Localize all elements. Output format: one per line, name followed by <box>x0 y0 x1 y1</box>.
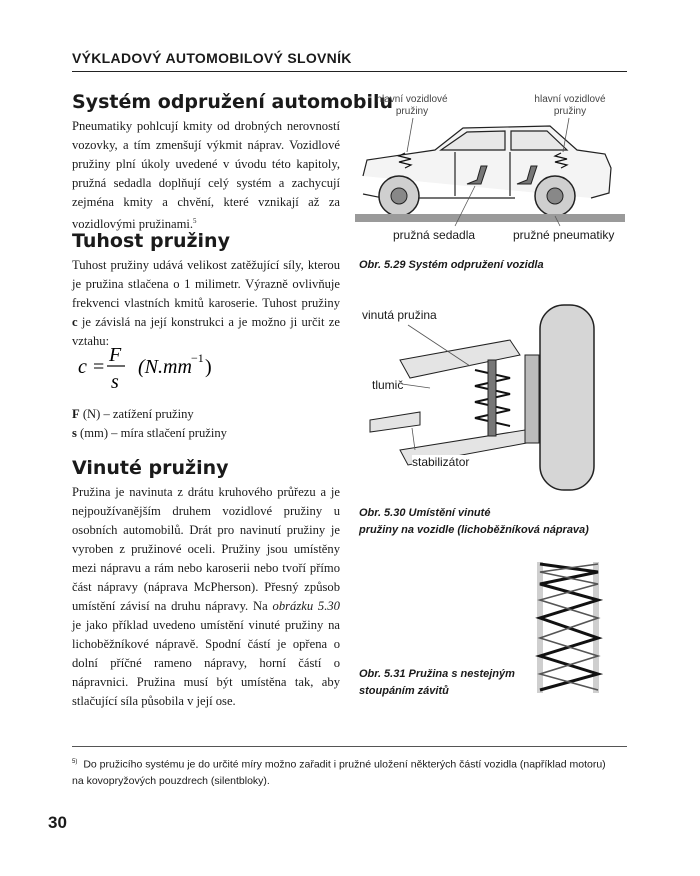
label-main-springs-right: hlavní vozidlové pružiny <box>534 94 606 117</box>
rear-hub <box>547 188 563 204</box>
paragraph-coil-springs: Pružina je navinuta z drátu kruhového průřezu a je nejpoužívanějším druhem vozidlové pružiny u osobních automobilů. Drát pro navinutí pružiny je vyroben z pružinové oceli. Pružiny jsou umístěny mezi nápravu a rám nebo karoserii nebo tvoří přímo část nápravy (náprava McPherson). Přesný způsob umístění závisí na druhu nápravy. Na obrázku 5.30 je jako příklad uvedeno umístění vinuté pružiny na lichoběžníkové nápravě. Spodní částí je opřena o dolní příčné rameno nápravy, horní částí o nápravnici. Pružina musí být umístěna tak, aby stlačující síla působila v její ose. <box>72 485 340 708</box>
damper-body <box>488 360 496 436</box>
page-number: 30 <box>48 813 67 832</box>
formula-denominator: s <box>111 371 119 393</box>
paragraph-suspension-system: Pneumatiky pohlcují kmity od drobných nerovností vozovky, a tím zmenšují výkmit náprav. Vozidlové pružiny plní úkoly uvedené v úvodu této kapitoly, pružná sedadla doplňují celý systém a zachycují zejména kmity a chvění, které vznikají až za vozidlovými pružinami.$^5$ <box>72 119 340 232</box>
footnote-ref: 5 <box>193 217 197 225</box>
footnote: $^{5)}$ Do pružicího systému je do určité míry možno zařadit i pružné uložení některých částí vozidla (například motoru) na kovopryžových pouzdrech (silentbloky). <box>72 758 606 787</box>
caption-figure-5-31: Obr. 5.31 Pružina s nestejným stoupáním závitů <box>359 668 515 697</box>
figure-5-31 <box>535 560 603 695</box>
road-surface <box>355 214 625 222</box>
wheel-tire <box>540 305 594 490</box>
running-header: VÝKLADOVÝ AUTOMOBILOVÝ SLOVNÍK <box>72 50 352 66</box>
caption-figure-5-30: Obr. 5.30 Umístění vinuté pružiny na vozidle (lichoběžníková náprava) <box>359 507 589 536</box>
figure-5-30 <box>360 300 620 495</box>
formula-unit: (N.mm <box>138 356 192 378</box>
heading-coil-springs: Vinuté pružiny <box>72 457 229 479</box>
header-rule <box>72 71 627 72</box>
steering-knuckle <box>525 355 539 443</box>
paragraph-spring-stiffness: Tuhost pružiny udává velikost zatěžující síly, kterou je pružina stlačena o 1 milimetr. Výrazně ovlivňuje frekvenci vlastních kmitů karoserie. Tuhost pružiny c je závislá na její konstrukci a je možno ji určit ze vztahu: <box>72 258 340 348</box>
label-coil-spring: vinutá pružina <box>362 308 437 322</box>
leader-stabilizer <box>412 428 415 450</box>
label-stabilizer: stabilizátor <box>412 455 470 469</box>
formula-unit-exponent: −1 <box>191 351 204 365</box>
footnote-rule <box>72 746 627 747</box>
formula-unit-close: ) <box>205 356 212 378</box>
formula-lhs: c <box>78 356 87 378</box>
definition-force: F (N) – zatížení pružiny <box>72 407 194 421</box>
heading-spring-stiffness: Tuhost pružiny <box>72 230 230 252</box>
car-illustration <box>355 88 625 248</box>
leader-front-spring <box>407 118 413 152</box>
figure-5-29 <box>355 88 625 248</box>
caption-figure-5-29: Obr. 5.29 Systém odpružení vozidla <box>359 259 544 271</box>
axle-illustration <box>360 300 620 495</box>
stiffness-formula <box>78 340 328 396</box>
label-elastic-seats: pružná sedadla <box>393 228 476 242</box>
heading-suspension-system: Systém odpružení automobilu <box>72 91 393 113</box>
footnote-marker: 5) <box>72 759 78 765</box>
formula-numerator: F <box>109 344 122 366</box>
front-hub <box>391 188 407 204</box>
definition-compression: s (mm) – míra stlačení pružiny <box>72 426 227 440</box>
label-elastic-tires: pružné pneumatiky <box>513 228 615 242</box>
label-damper: tlumič <box>372 378 404 392</box>
label-main-springs-left: hlavní vozidlové pružiny <box>376 94 448 117</box>
leader-damper <box>402 384 430 388</box>
formula-equals: = <box>93 356 105 378</box>
variable-pitch-spring-drawing <box>535 560 603 695</box>
